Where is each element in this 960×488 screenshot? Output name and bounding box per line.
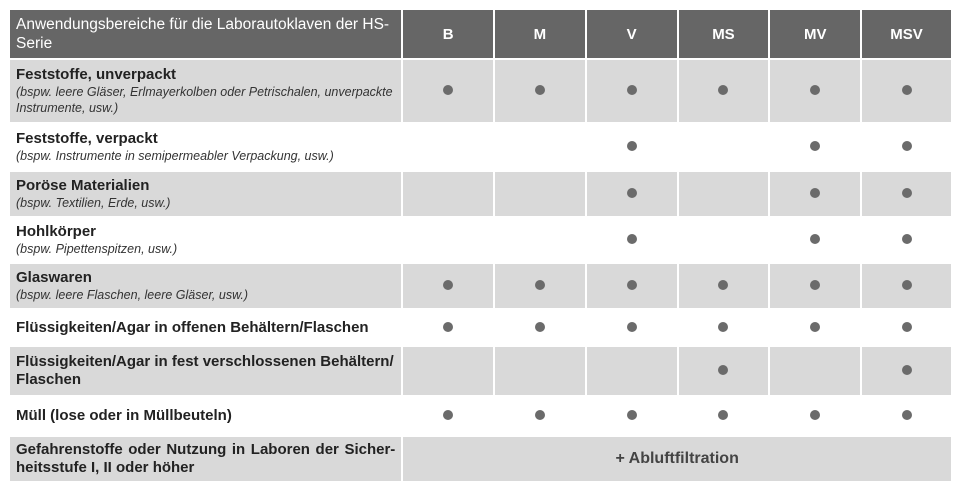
cell-v xyxy=(586,59,678,123)
cell-msv xyxy=(861,171,952,217)
bullet-dot-icon xyxy=(443,410,453,420)
table-row xyxy=(9,123,952,171)
cell-mv xyxy=(769,123,861,171)
header-title: Anwendungsbereiche für die Laborautoklaven der HS-Serie xyxy=(9,9,402,59)
table-row xyxy=(9,217,952,263)
cell-b xyxy=(402,346,494,396)
cell-ms xyxy=(678,59,770,123)
row-description: (bspw. leere Gläser, Erlmayerkolben oder Petrischalen, unverpackte Instrumente, usw.) xyxy=(16,85,393,115)
row-label xyxy=(9,346,402,396)
cell-b xyxy=(402,171,494,217)
cell-b xyxy=(402,309,494,346)
row-label xyxy=(9,217,402,263)
table-row xyxy=(9,396,952,436)
cell-ms xyxy=(678,346,770,396)
cell-m xyxy=(494,396,586,436)
cell-m xyxy=(494,346,586,396)
bullet-dot-icon xyxy=(810,141,820,151)
bullet-dot-icon xyxy=(902,322,912,332)
table-row xyxy=(9,59,952,123)
row-title: Glaswaren xyxy=(16,269,92,286)
cell-mv xyxy=(769,309,861,346)
row-title: Hohlkörper xyxy=(16,223,97,240)
cell-msv xyxy=(861,123,952,171)
cell-b xyxy=(402,217,494,263)
cell-ms xyxy=(678,123,770,171)
application-table xyxy=(8,8,953,483)
cell-m xyxy=(494,217,586,263)
cell-mv xyxy=(769,346,861,396)
cell-m xyxy=(494,59,586,123)
bullet-dot-icon xyxy=(902,85,912,95)
bullet-dot-icon xyxy=(902,141,912,151)
cell-mv xyxy=(769,171,861,217)
bullet-dot-icon xyxy=(443,85,453,95)
table-row xyxy=(9,171,952,217)
column-header-m: M xyxy=(494,9,586,59)
cell-ms xyxy=(678,171,770,217)
bullet-dot-icon xyxy=(902,234,912,244)
row-label xyxy=(9,436,402,482)
bullet-dot-icon xyxy=(535,85,545,95)
row-description: (bspw. Textilien, Erde, usw.) xyxy=(16,196,171,210)
cell-v xyxy=(586,396,678,436)
cell-msv xyxy=(861,59,952,123)
bullet-dot-icon xyxy=(443,280,453,290)
table-row xyxy=(9,263,952,309)
cell-b xyxy=(402,396,494,436)
header-row xyxy=(9,9,952,59)
bullet-dot-icon xyxy=(535,322,545,332)
bullet-dot-icon xyxy=(627,280,637,290)
cell-msv xyxy=(861,346,952,396)
cell-msv xyxy=(861,217,952,263)
column-header-v: V xyxy=(586,9,678,59)
bullet-dot-icon xyxy=(810,280,820,290)
bullet-dot-icon xyxy=(810,85,820,95)
row-label xyxy=(9,309,402,346)
row-label xyxy=(9,123,402,171)
bullet-dot-icon xyxy=(627,85,637,95)
bullet-dot-icon xyxy=(627,410,637,420)
column-header-ms: MS xyxy=(678,9,770,59)
row-description: (bspw. leere Flaschen, leere Gläser, usw.) xyxy=(16,288,249,302)
cell-v xyxy=(586,263,678,309)
bullet-dot-icon xyxy=(535,280,545,290)
bullet-dot-icon xyxy=(718,85,728,95)
exhaust-filtration-note: + Abluftfiltration xyxy=(402,436,952,482)
table-row xyxy=(9,436,952,482)
bullet-dot-icon xyxy=(718,322,728,332)
bullet-dot-icon xyxy=(627,322,637,332)
cell-ms xyxy=(678,263,770,309)
cell-b xyxy=(402,263,494,309)
bullet-dot-icon xyxy=(902,365,912,375)
bullet-dot-icon xyxy=(718,365,728,375)
cell-v xyxy=(586,346,678,396)
row-title: Gefahrenstoffe oder Nutzung in Laboren der Sicher- heitsstufe I, II oder höher xyxy=(16,441,396,476)
bullet-dot-icon xyxy=(535,410,545,420)
cell-m xyxy=(494,123,586,171)
table-row xyxy=(9,309,952,346)
row-label xyxy=(9,59,402,123)
column-header-msv: MSV xyxy=(861,9,952,59)
cell-v xyxy=(586,309,678,346)
bullet-dot-icon xyxy=(810,188,820,198)
cell-ms xyxy=(678,217,770,263)
row-title: Feststoffe, verpackt xyxy=(16,130,158,147)
row-title: Müll (lose oder in Müllbeuteln) xyxy=(16,407,232,424)
row-label xyxy=(9,396,402,436)
column-header-mv: MV xyxy=(769,9,861,59)
bullet-dot-icon xyxy=(627,188,637,198)
cell-b xyxy=(402,59,494,123)
cell-mv xyxy=(769,396,861,436)
cell-b xyxy=(402,123,494,171)
cell-m xyxy=(494,171,586,217)
cell-msv xyxy=(861,396,952,436)
bullet-dot-icon xyxy=(810,234,820,244)
cell-v xyxy=(586,171,678,217)
bullet-dot-icon xyxy=(902,280,912,290)
cell-mv xyxy=(769,59,861,123)
bullet-dot-icon xyxy=(718,280,728,290)
row-description: (bspw. Instrumente in semipermeabler Verpackung, usw.) xyxy=(16,149,334,163)
cell-m xyxy=(494,263,586,309)
cell-mv xyxy=(769,263,861,309)
cell-mv xyxy=(769,217,861,263)
cell-ms xyxy=(678,309,770,346)
cell-m xyxy=(494,309,586,346)
cell-v xyxy=(586,217,678,263)
cell-v xyxy=(586,123,678,171)
row-label xyxy=(9,171,402,217)
bullet-dot-icon xyxy=(902,410,912,420)
bullet-dot-icon xyxy=(902,188,912,198)
bullet-dot-icon xyxy=(810,410,820,420)
row-title: Flüssigkeiten/Agar in offenen Behältern/Flaschen xyxy=(16,318,369,336)
row-description: (bspw. Pipettenspitzen, usw.) xyxy=(16,242,178,256)
cell-msv xyxy=(861,263,952,309)
bullet-dot-icon xyxy=(627,234,637,244)
cell-ms xyxy=(678,396,770,436)
bullet-dot-icon xyxy=(810,322,820,332)
row-label xyxy=(9,263,402,309)
cell-msv xyxy=(861,309,952,346)
row-title: Poröse Materialien xyxy=(16,177,150,194)
row-title: Flüssigkeiten/Agar in fest verschlossenen Behältern/ Flaschen xyxy=(16,353,394,388)
bullet-dot-icon xyxy=(718,410,728,420)
table-row xyxy=(9,346,952,396)
row-title: Feststoffe, unverpackt xyxy=(16,66,177,83)
bullet-dot-icon xyxy=(627,141,637,151)
bullet-dot-icon xyxy=(443,322,453,332)
column-header-b: B xyxy=(402,9,494,59)
